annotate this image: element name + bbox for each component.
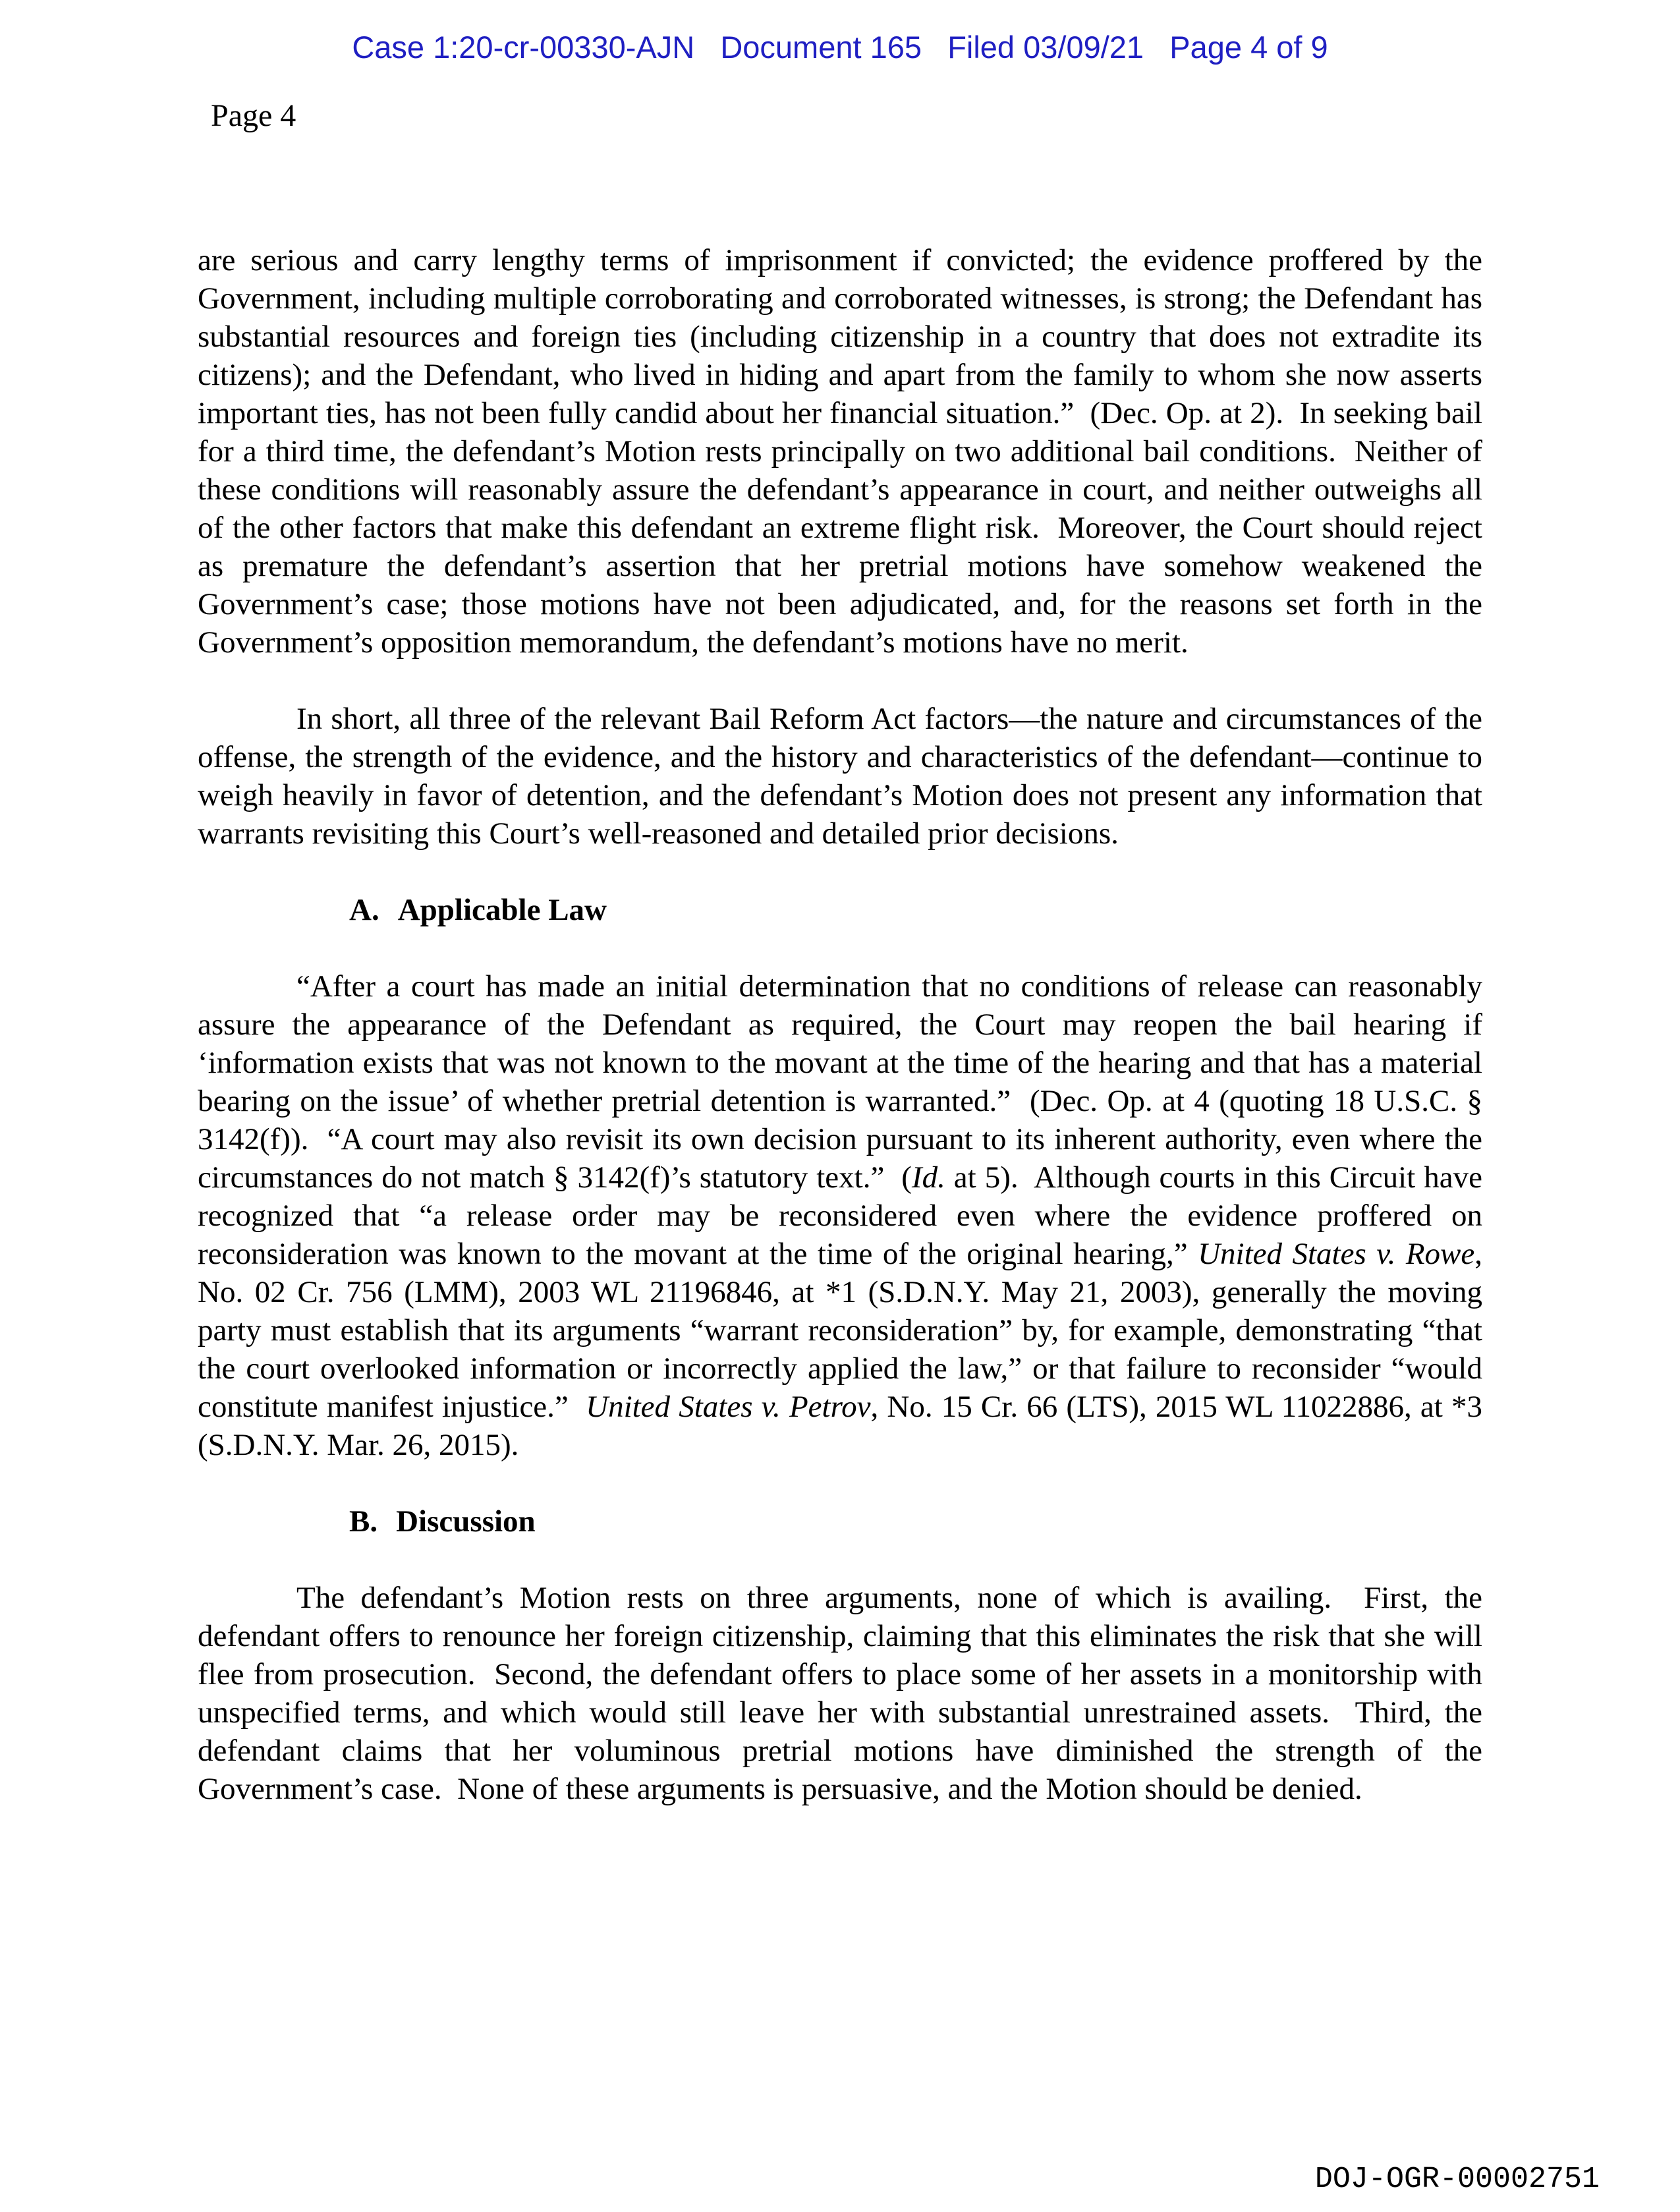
section-heading-title: Applicable Law: [397, 893, 607, 927]
case-citation-italic: United States v. Petrov: [586, 1390, 871, 1424]
paragraph-text: In short, all three of the relevant Bail Reform Act factors—the nature and circumstances of the offense, the strength of the evidence, and the history and characteristics of the defendant—continue to weigh heavily in favor of detention, and the defendant’s Motion does not present any information that warrants revisiting this Court’s well-reasoned and detailed prior decisions.: [198, 702, 1490, 851]
paragraph-text: at 5). Although courts in this Circuit have recognized that “a release order may be reconsidered even where the evidence proffered on reconsideration was known to the movant at the time of the original hearing,”: [198, 1160, 1490, 1271]
paragraph-text: , No. 15 Cr. 66 (LTS), 2015 WL 11022886, at *3 (S.D.N.Y. Mar. 26, 2015).: [198, 1390, 1490, 1462]
paragraph-text: , No. 02 Cr. 756 (LMM), 2003 WL 21196846, at *1 (S.D.N.Y. May 21, 2003), generally the moving party must establish that its arguments “warrant reconsideration” by, for example, demonstrating “that the court overlooked information or incorrectly applied the law,” or that failure to reconsider “would constitute manifest injustice.”: [198, 1237, 1490, 1424]
section-heading-label: A.: [349, 893, 379, 927]
section-heading: [349, 891, 1482, 929]
body-paragraph: [198, 1579, 1490, 1808]
ecf-header-stamp: Case 1:20-cr-00330-AJN Document 165 Filed 03/09/21 Page 4 of 9: [352, 30, 1328, 65]
case-citation-italic: United States v. Rowe: [1198, 1237, 1475, 1271]
case-citation-italic: Id.: [911, 1160, 945, 1195]
body-paragraph: [198, 700, 1490, 853]
bates-number: DOJ-OGR-00002751: [1314, 2163, 1600, 2196]
page-number-label: Page 4: [211, 98, 296, 133]
body-paragraph: [198, 967, 1490, 1464]
paragraph-text: are serious and carry lengthy terms of imprisonment if convicted; the evidence proffered by the Government, including multiple corroborating and corroborated witnesses, is strong; the Defendant has substantial resources and foreign ties (including citizenship in a country that does not extradite its citizens); and the Defendant, who lived in hiding and apart from the family to whom she now asserts important ties, has not been fully candid about her financial situation.” (Dec. Op. at 2). In seeking bail for a third time, the defendant’s Motion rests principally on two additional bail conditions. Neither of these conditions will reasonably assure the defendant’s appearance in court, and neither outweighs all of the other factors that make this defendant an extreme flight risk. Moreover, the Court should reject as premature the defendant’s assertion that her pretrial motions have somehow weakened the Government’s case; those motions have not been adjudicated, and, for the reasons set forth in the Government’s opposition memorandum, the defendant’s motions have no merit.: [198, 243, 1490, 660]
section-heading-title: Discussion: [396, 1504, 536, 1539]
document-body: [198, 241, 1490, 1808]
body-paragraph: [198, 241, 1490, 662]
section-heading: [349, 1502, 1482, 1541]
section-heading-label: B.: [349, 1504, 378, 1539]
paragraph-text: The defendant’s Motion rests on three arguments, none of which is availing. First, the defendant offers to renounce her foreign citizenship, claiming that this eliminates the risk that she will flee from prosecution. Second, the defendant offers to place some of her assets in a monitorship with unspecified terms, and which would still leave her with substantial unrestrained assets. Third, the defendant claims that her voluminous pretrial motions have diminished the strength of the Government’s case. None of these arguments is persuasive, and the Motion should be denied.: [198, 1581, 1490, 1806]
paragraph-text: “After a court has made an initial determination that no conditions of release can reasonably assure the appearance of the Defendant as required, the Court may reopen the bail hearing if ‘information exists that was not known to the movant at the time of the hearing and that has a material bearing on the issue’ of whether pretrial detention is warranted.” (Dec. Op. at 4 (quoting 18 U.S.C. § 3142(f)). “A court may also revisit its own decision pursuant to its inherent authority, even where the circumstances do not match § 3142(f)’s statutory text.” (: [198, 969, 1490, 1195]
